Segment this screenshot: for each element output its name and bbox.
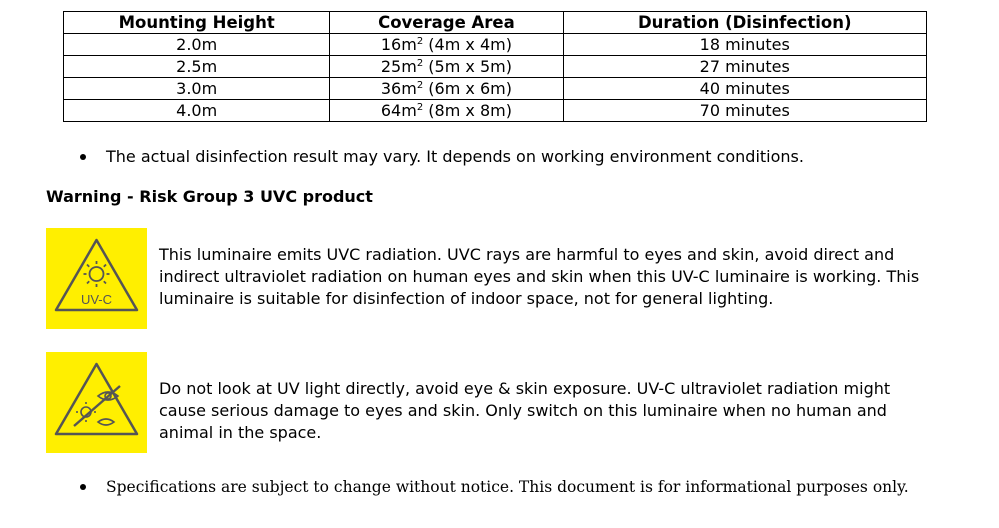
bullet-icon — [80, 154, 86, 160]
col-duration: Duration (Disinfection) — [563, 12, 926, 34]
table-row — [64, 34, 927, 56]
table-row — [64, 100, 927, 122]
warning-heading: Warning - Risk Group 3 UVC product — [46, 187, 373, 206]
cell-area: $64m^2$ (8m x 8m) — [330, 100, 563, 122]
bullet-icon — [80, 484, 86, 490]
cell-area: $36m^2$ (6m x 6m) — [330, 78, 563, 100]
cell-height: 4.0m — [64, 100, 330, 122]
table-row — [64, 56, 927, 78]
cell-height: 3.0m — [64, 78, 330, 100]
coverage-table — [63, 11, 927, 122]
no-eye-exposure-warning-icon — [46, 352, 147, 453]
cell-height: 2.0m — [64, 34, 330, 56]
cell-duration: 27 minutes — [563, 56, 926, 78]
col-mounting-height: Mounting Height — [64, 12, 330, 34]
cell-area: $16m^2$ (4m x 4m) — [330, 34, 563, 56]
cell-duration: 18 minutes — [563, 34, 926, 56]
table-row — [64, 78, 927, 100]
cell-height: 2.5m — [64, 56, 330, 78]
cell-duration: 40 minutes — [563, 78, 926, 100]
cell-area: $25m^2$ (5m x 5m) — [330, 56, 563, 78]
disinfection-note-text: The actual disinfection result may vary. It depends on working environment conditions. — [106, 147, 804, 166]
specifications-note-text: Specifications are subject to change without notice. This document is for informational purposes only. — [106, 478, 909, 496]
uvc-warning-text: This luminaire emits UVC radiation. UVC rays are harmful to eyes and skin, avoid direct and indirect ultraviolet radiation on human eyes and skin when this UV-C luminaire is working. This luminaire is suitable for disinfection of indoor space, not for general lighting. — [159, 245, 920, 308]
uvc-label: UV-C — [80, 292, 113, 307]
list-item-disinfection-note — [80, 147, 804, 166]
table-header-row — [64, 12, 927, 34]
col-coverage-area: Coverage Area — [330, 12, 563, 34]
list-item-specifications-note — [80, 478, 909, 496]
cell-duration: 70 minutes — [563, 100, 926, 122]
uvc-radiation-warning-icon — [46, 228, 147, 329]
eye-exposure-warning-text: Do not look at UV light directly, avoid eye & skin exposure. UV-C ultraviolet radiation might cause serious damage to eyes and skin. Only switch on this luminaire when no human and animal in the space. — [159, 379, 891, 442]
